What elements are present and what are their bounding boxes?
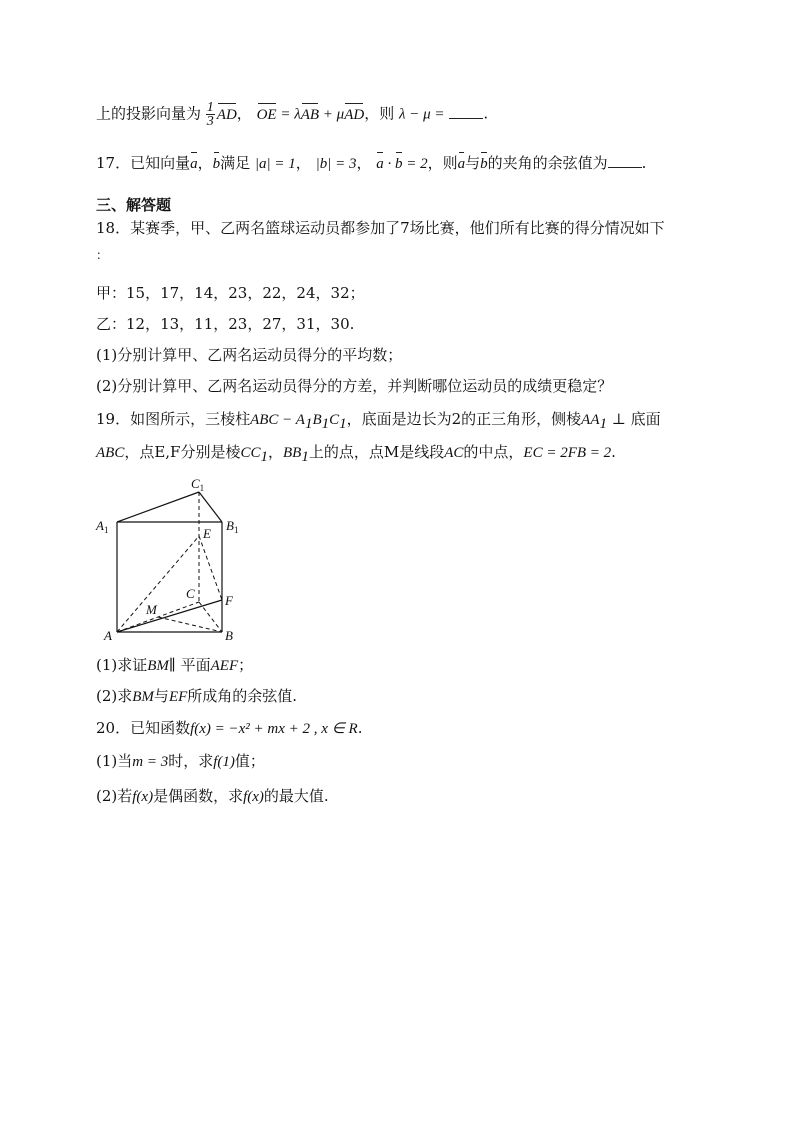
q20-p2-mid: 是偶函数，求 (153, 787, 244, 805)
q20-p1-prefix: (1)当 (96, 752, 133, 770)
q19-perp: ⊥ 底面 (607, 410, 661, 428)
label-c: C (186, 586, 195, 601)
q19-midpoint: 的中点， (463, 443, 524, 461)
q20-part2 (96, 786, 329, 807)
plane-aef: AEF (210, 658, 239, 674)
q18-yi-scores: 乙：12，13，11，23，27，31，30. (96, 315, 355, 333)
prism-name-part1: ABC − A (250, 412, 305, 428)
q19-part2 (96, 686, 297, 707)
dot-symbol: · (383, 156, 395, 172)
label-b: B (225, 628, 233, 643)
q16-period: . (483, 104, 489, 123)
q20-p1-mid: 时，求 (168, 752, 214, 770)
q19-points-ef: ，点E,F分别是棱 (124, 443, 241, 461)
segment-a-f (117, 600, 222, 632)
q20-p2-prefix: (2)若 (96, 787, 133, 805)
q18-part2: (2)分别计算甲、乙两名运动员得分的方差，并判断哪位运动员的成绩更稳定？ (96, 377, 613, 395)
abs-a-equation: |a| = 1 (254, 156, 296, 172)
dot-equation: = 2 (402, 156, 428, 172)
question-17 (96, 153, 646, 174)
q20-p1-end: 值； (234, 752, 265, 770)
q20-p2-end: 的最大值. (263, 787, 329, 805)
sub-1: 1 (301, 449, 309, 465)
q16-prefix: 上的投影向量为 (96, 104, 202, 123)
edge-bb1: BB (283, 445, 302, 461)
vector-a-2: a (457, 156, 466, 172)
q17-then: ，则 (427, 154, 458, 172)
q16-eq: = λ (276, 106, 301, 123)
q17-sep1: ， (295, 154, 311, 172)
edge-cc1: CC (240, 445, 261, 461)
q16-tail: ，则 (364, 104, 395, 123)
vector-b-2: b (480, 156, 488, 172)
sub-1: 1 (260, 449, 268, 465)
q19-period: . (611, 443, 616, 461)
frac-numerator: 1 (206, 100, 214, 115)
base-abc: ABC (96, 445, 125, 461)
q19-p1-prefix: (1)求证 (96, 656, 148, 674)
segment-ac: AC (444, 445, 464, 461)
label-a1: $A_1$ (96, 518, 109, 535)
q18-line1: 18．某赛季，甲、乙两名篮球运动员都参加了7场比赛，他们所有比赛的得分情况如下 (96, 219, 665, 237)
q18-jia-scores: 甲：15，17，14，23，22，24，32； (96, 284, 365, 302)
q19-point-m: 上的点，点M是线段 (308, 443, 445, 461)
label-a: A (104, 628, 112, 643)
vector-a: a (190, 156, 198, 172)
label-b1: $B_1$ (226, 518, 239, 535)
prism-name-part3: C (329, 412, 340, 428)
f-of-x: f(x) (132, 789, 154, 805)
q19-p2-prefix: (2)求 (96, 687, 133, 705)
q19-p1-end: ； (238, 656, 254, 674)
vector-ad-2: AD (344, 106, 365, 123)
q17-prefix: 17．已知向量 (96, 154, 191, 172)
segment-a-e (117, 536, 199, 632)
q19-line1 (96, 409, 661, 434)
q19-p2-end: 所成角的余弦值. (187, 687, 298, 705)
q16-continuation (96, 101, 488, 128)
vector-oe: OE (256, 106, 277, 123)
q19-p1-parallel: ∥ 平面 (168, 656, 211, 674)
label-c1: $C_1$ (191, 476, 205, 493)
sub-1: 1 (599, 416, 607, 432)
prism-name-part2: B (312, 412, 322, 428)
q17-period: . (641, 154, 647, 172)
edge-a1-c1 (117, 492, 199, 522)
q19-base-desc: ，底面是边长为2的正三角形，侧棱 (346, 410, 582, 428)
q16-comma: ， (236, 104, 252, 123)
q19-sep: ， (268, 443, 284, 461)
q17-with: 与 (465, 154, 481, 172)
q18-part1: (1)分别计算甲、乙两名运动员得分的平均数； (96, 346, 403, 364)
q17-satisfy: 满足 (220, 154, 251, 172)
segment-ef: EF (168, 689, 188, 705)
answer-blank (449, 104, 483, 119)
vector-b: b (212, 156, 221, 172)
section-title: 三、解答题 (96, 196, 172, 214)
label-e: E (203, 526, 211, 541)
m-equals-3: m = 3 (132, 754, 169, 770)
dot-vector-a: a (376, 156, 384, 172)
sub-1: 1 (304, 416, 313, 432)
f-of-x-2: f(x) (243, 789, 264, 805)
q19-line2 (96, 442, 616, 467)
q17-ask: 的夹角的余弦值为 (487, 154, 608, 172)
answer-blank (608, 153, 642, 168)
sub-1: 1 (339, 416, 347, 432)
frac-denominator: 3 (206, 114, 214, 129)
q19-intro: 19．如图所示，三棱柱 (96, 410, 251, 428)
label-m: M (146, 602, 157, 617)
function-definition: f(x) = −x² + mx + 2 , x ∈ R (190, 721, 358, 737)
q16-expression: λ − μ = (399, 106, 445, 123)
sub-1: 1 (321, 416, 330, 432)
q17-comma: ， (197, 154, 213, 172)
q18-line1-continuation: ： (96, 248, 109, 262)
q19-p2-with: 与 (153, 687, 169, 705)
q20-line1 (96, 718, 362, 739)
q17-sep2: ， (356, 154, 372, 172)
edge-c1-b1 (199, 492, 222, 522)
vector-ad: AD (216, 106, 237, 123)
q19-part1 (96, 655, 253, 676)
edge-aa1: AA (581, 412, 600, 428)
q16-plus-mu: + μ (319, 106, 345, 123)
prism-figure (94, 472, 254, 647)
label-f: F (225, 593, 233, 608)
segment-bm-2: BM (132, 689, 154, 705)
segment-bm: BM (147, 658, 169, 674)
length-equation: EC = 2FB = 2 (523, 445, 612, 461)
dot-vector-b: b (395, 156, 403, 172)
q20-period: . (357, 719, 363, 737)
segment-e-f (199, 536, 222, 600)
q20-intro: 20．已知函数 (96, 719, 191, 737)
q20-part1 (96, 751, 265, 772)
vector-ab: AB (300, 106, 320, 123)
fraction-one-third (206, 101, 215, 128)
abs-b-equation: |b| = 3 (315, 156, 357, 172)
f-of-1: f(1) (213, 754, 235, 770)
